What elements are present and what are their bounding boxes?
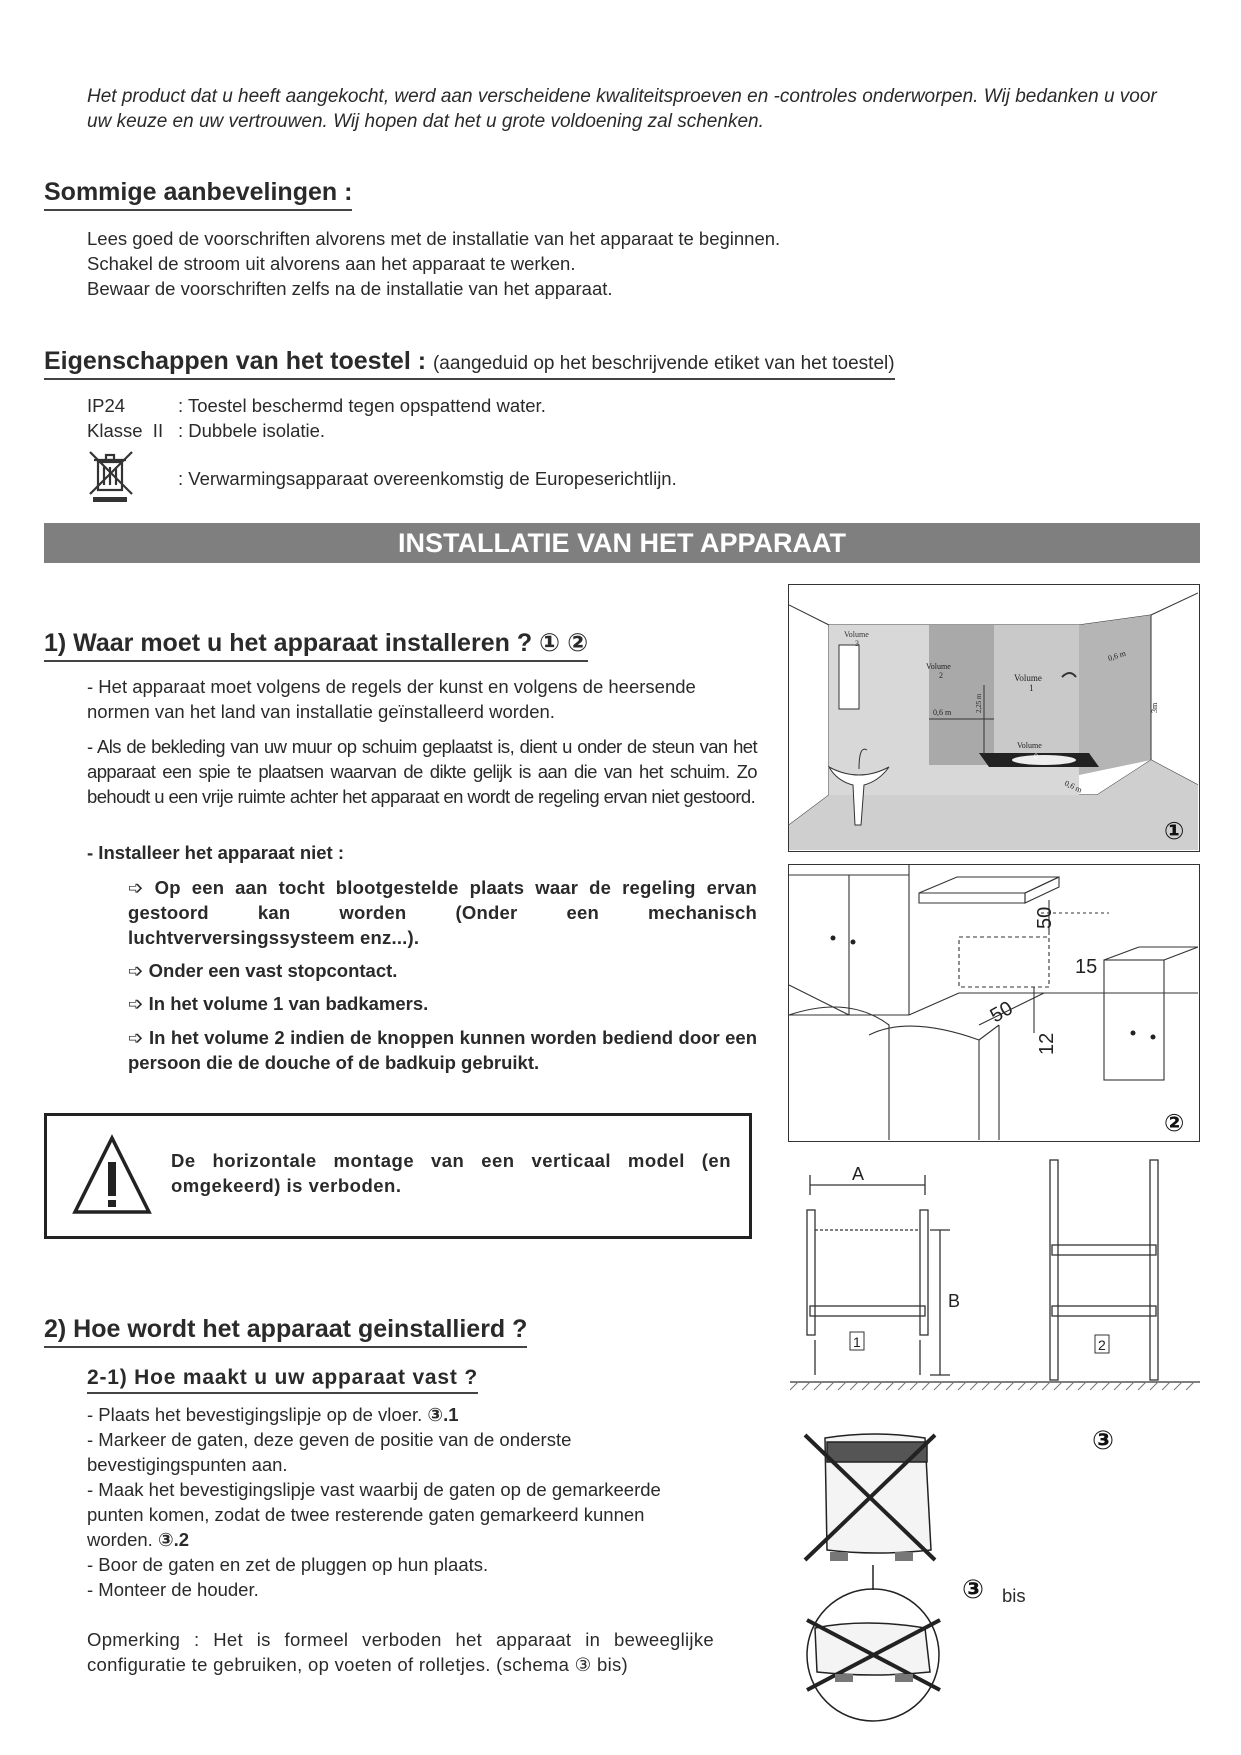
mounting-step: - Markeer de gaten, deze geven de positie van de onderste bevestigingspunten aan. xyxy=(87,1429,572,1475)
section-banner: INSTALLATIE VAN HET APPARAAT xyxy=(44,523,1200,563)
box-label-1: 1 xyxy=(853,1334,861,1350)
property-text: : Verwarmingsapparaat overeenkomstig de Europeserichtlijn. xyxy=(178,468,677,489)
label-volume-1: Volume xyxy=(1014,673,1042,683)
recommendation-item: Lees goed de voorschriften alvorens met de installatie van het apparaat te beginnen. xyxy=(87,228,781,249)
property-label: Klasse II xyxy=(87,420,164,441)
intro-text: Het product dat u heeft aangekocht, werd aan verscheidene kwaliteitsproeven en -controles onderworpen. Wij bedanken u voor uw keuze en uw vertrouwen. Wij hopen dat het u grote voldoening zal schenken. xyxy=(87,86,1157,132)
label-dim-06b: 0,6 m xyxy=(1106,648,1127,663)
dim-label-a: A xyxy=(852,1164,865,1184)
dim-label-b: B xyxy=(948,1291,961,1311)
figure-ref: ③.1 xyxy=(427,1404,459,1425)
section2-heading: 2) Hoe wordt het apparaat geinstallierd ? xyxy=(44,1315,527,1348)
label-dim-225: 2,25 m xyxy=(975,693,983,713)
dim-top-50: 50 xyxy=(1034,906,1056,929)
property-text: : Toestel beschermd tegen opspattend water. xyxy=(178,395,546,416)
warning-box xyxy=(44,1113,752,1239)
properties-subtitle: (aangeduid op het beschrijvende etiket van het toestel) xyxy=(432,353,895,374)
properties-heading xyxy=(44,347,895,380)
not-install-heading: - Installeer het apparaat niet : xyxy=(87,842,345,863)
recommendation-item: Bewaar de voorschriften zelfs na de installatie van het apparaat. xyxy=(87,278,613,299)
label-dim-06c: 0,6 m xyxy=(1063,778,1084,795)
label-dim-3m: 3m xyxy=(1150,702,1159,713)
not-install-item: ➩ Onder een vast stopcontact. xyxy=(128,960,398,981)
label-volume-3: Volume xyxy=(844,630,869,639)
figure-ref: ③.2 xyxy=(157,1529,190,1550)
mounting-steps xyxy=(87,1402,687,1602)
recommendations-heading: Sommige aanbevelingen : xyxy=(44,178,352,211)
figure-3bis-suffix: bis xyxy=(1002,1585,1026,1606)
property-text: : Dubbele isolatie. xyxy=(178,420,326,441)
mounting-note: Opmerking : Het is formeel verboden het apparaat in beweeglijke configuratie te gebruiken, op voeten of rolletjes. (schema ③ bis) xyxy=(87,1629,714,1675)
mounting-step: - Maak het bevestigingslipje vast waarbij de gaten op de gemarkeerde punten komen, zodat de twee resterende gaten gemarkeerd kunnen worden. ③.2 xyxy=(87,1479,661,1550)
label-volume-2: Volume xyxy=(926,662,951,671)
svg-text:2: 2 xyxy=(939,671,943,680)
label-dim-06a: 0,6 m xyxy=(933,708,952,717)
dim-bottom-12: 12 xyxy=(1036,1032,1058,1055)
figure-3-number: ③ xyxy=(1092,1426,1115,1456)
mounting-step: - Monteer de houder. xyxy=(87,1579,259,1600)
figure-1-number: ① xyxy=(1164,817,1185,845)
box-label-2: 2 xyxy=(1098,1337,1106,1353)
figure-3bis-number: ③ xyxy=(962,1575,985,1605)
figure-1-bathroom-volumes xyxy=(788,584,1200,852)
not-install-item: ➩ In het volume 1 van badkamers. xyxy=(128,993,429,1014)
figure-2-clearances xyxy=(788,864,1200,1142)
not-install-item: ➩ In het volume 2 indien de knoppen kunnen worden bediend door een persoon die de douche of de badkuip gebruikt. xyxy=(128,1027,757,1073)
warning-triangle-icon xyxy=(71,1134,153,1216)
figure-3bis-forbidden xyxy=(795,1430,985,1755)
warning-text: De horizontale montage van een verticaal model (en omgekeerd) is verboden. xyxy=(171,1150,731,1196)
section1-para1: - Het apparaat moet volgens de regels der kunst en volgens de heersende normen van het land van installatie geïnstalleerd worden. xyxy=(87,676,696,722)
not-install-item: ➩ Op een aan tocht blootgestelde plaats waar de regeling ervan gestoord kan worden (Onder een mechanisch luchtverversingssysteem enz...). xyxy=(128,877,757,948)
svg-text:3: 3 xyxy=(855,639,859,648)
figure-2-number: ② xyxy=(1164,1109,1185,1137)
dim-side-15: 15 xyxy=(1075,956,1098,978)
section2-subheading: 2-1) Hoe maakt u uw apparaat vast ? xyxy=(87,1366,478,1394)
dim-front-50: 50 xyxy=(986,997,1017,1028)
figure-3-bracket xyxy=(790,1150,1200,1410)
mounting-step: - Plaats het bevestigingslipje op de vloer. ③.1 xyxy=(87,1404,459,1425)
recommendation-item: Schakel de stroom uit alvorens aan het apparaat te werken. xyxy=(87,253,576,274)
properties-title: Eigenschappen van het toestel : xyxy=(44,347,427,375)
label-volume-0: Volume xyxy=(1017,741,1042,750)
section1-heading: 1) Waar moet u het apparaat installeren ? ① ② xyxy=(44,628,588,662)
section1-para2: - Als de bekleding van uw muur op schuim geplaatst is, dient u onder de steun van het apparaat een spie te plaatsen waarvan de dikte gelijk is aan die van het schuim. Zo behoudt u een vrije ruimte achter het apparaat en wordt de regeling ervan niet gestoord. xyxy=(87,736,757,807)
property-label: IP24 xyxy=(87,395,126,416)
recommendations-list xyxy=(87,226,987,301)
mounting-step: - Boor de gaten en zet de pluggen op hun plaats. xyxy=(87,1554,489,1575)
svg-text:1: 1 xyxy=(1029,683,1034,693)
weee-bin-icon xyxy=(86,448,138,504)
svg-text:0: 0 xyxy=(1034,752,1038,761)
